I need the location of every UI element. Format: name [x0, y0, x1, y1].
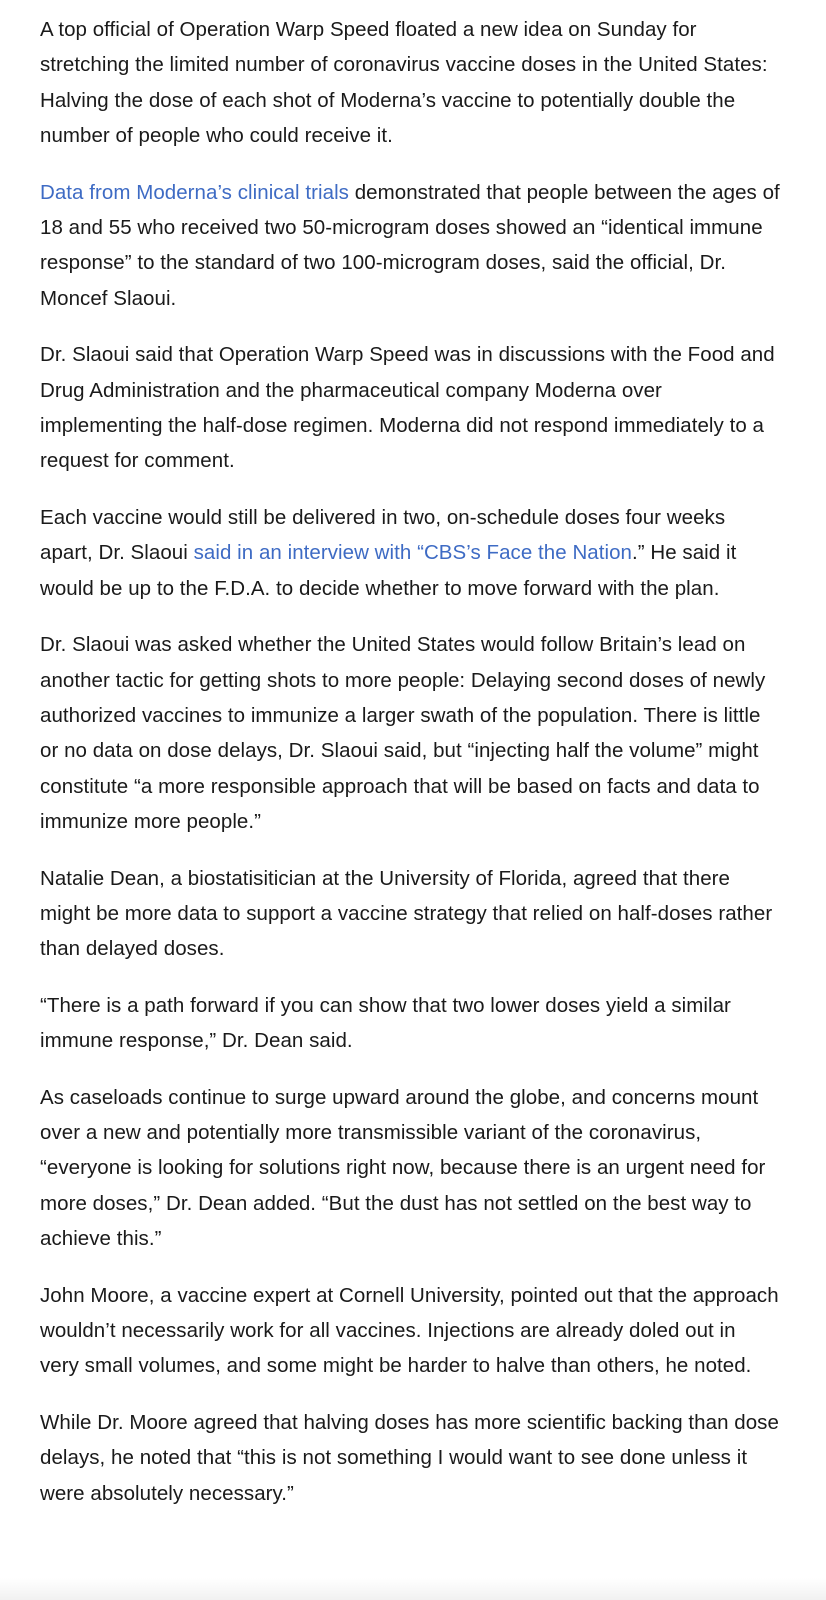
- paragraph-4-before: Each vaccine would still be delivered in two, on-schedule doses four weeks apart, Dr. Slaoui: [40, 505, 726, 565]
- paragraph-7: “There is a path forward if you can show that two lower doses yield a similar immune response,” Dr. Dean said.: [40, 993, 731, 1053]
- paragraph-5: Dr. Slaoui was asked whether the United States would follow Britain’s lead on another tactic for getting shots to more people: Delaying second doses of newly authorized vaccines to immunize a larger swath of the population. There is little or no data on dose delays, Dr. Slaoui said, but “injecting half the volume” might constitute “a more responsible approach that will be based on facts and data to immunize more people.”: [40, 633, 766, 834]
- article-body: [40, 12, 780, 1532]
- cbs-interview-link[interactable]: said in an interview with “CBS’s Face the Nation: [193, 541, 633, 565]
- paragraph-10: While Dr. Moore agreed that halving doses has more scientific backing than dose delays, he noted that “this is not something I would want to see done unless it were absolutely necessary.”: [40, 1410, 779, 1505]
- paragraph-1: A top official of Operation Warp Speed floated a new idea on Sunday for stretching the limited number of coronavirus vaccine doses in the United States: Halving the dose of each shot of Moderna’s vaccine to potentially double the number of people who could receive it.: [40, 18, 768, 148]
- paragraph-2: [40, 175, 780, 317]
- paragraph-6: Natalie Dean, a biostatisitician at the University of Florida, agreed that there might be more data to support a vaccine strategy that relied on half-doses rather than delayed doses.: [40, 866, 773, 961]
- bottom-fade: [0, 1578, 826, 1600]
- paragraph-2-text: demonstrated that people between the ages of 18 and 55 who received two 50-microgram doses showed an “identical immune response” to the standard of two 100-microgram doses, said the official, Dr. Moncef Slaoui.: [40, 180, 780, 310]
- paragraph-4: [40, 500, 780, 606]
- paragraph-9: John Moore, a vaccine expert at Cornell University, pointed out that the approach wouldn’t necessarily work for all vaccines. Injections are already doled out in very small volumes, and some might be harder to halve than others, he noted.: [40, 1283, 779, 1378]
- moderna-trials-link[interactable]: Data from Moderna’s clinical trials: [40, 180, 349, 204]
- paragraph-4-after: .” He said it would be up to the F.D.A. to decide whether to move forward with the plan.: [40, 541, 737, 600]
- paragraph-3: Dr. Slaoui said that Operation Warp Speed was in discussions with the Food and Drug Administration and the pharmaceutical company Moderna over implementing the half-dose regimen. Moderna did not respond immediately to a request for comment.: [40, 343, 775, 473]
- paragraph-8: As caseloads continue to surge upward around the globe, and concerns mount over a new and potentially more transmissible variant of the coronavirus, “everyone is looking for solutions right now, because there is an urgent need for more doses,” Dr. Dean added. “But the dust has not settled on the best way to achieve this.”: [40, 1085, 766, 1251]
